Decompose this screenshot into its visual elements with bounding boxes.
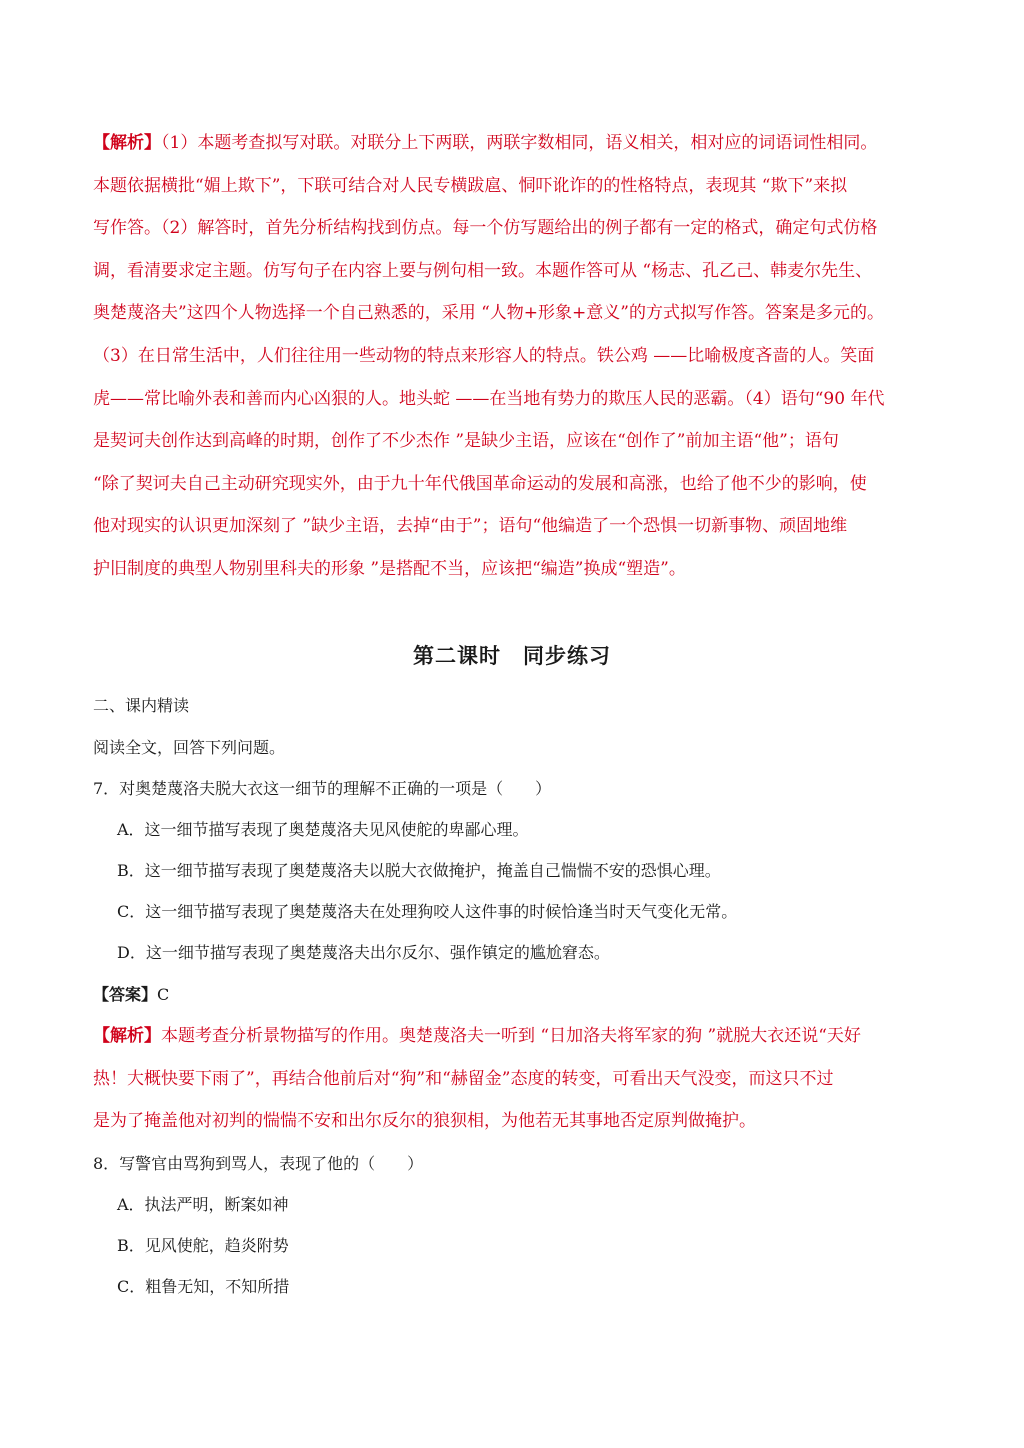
analysis-line: 本题依据横批“媚上欺下”，下联可结合对人民专横跋扈、恫吓讹诈的的性格特点，表现其 “欺下”来拟	[93, 175, 848, 196]
analysis-line: 是契诃夫创作达到高峰的时期，创作了不少杰作 ”是缺少主语，应该在“创作了”前加主语“他”；语句	[93, 431, 839, 452]
analysis-line: 是为了掩盖他对初判的惴惴不安和出尔反尔的狼狈相，为他若无其事地否定原判做掩护。	[93, 1111, 756, 1132]
analysis-line: 写作答。（2）解答时，首先分析结构找到仿点。每一个仿写题给出的例子都有一定的格式，确定句式仿格	[93, 218, 878, 239]
analysis-tag: 【解析】	[93, 1026, 161, 1046]
analysis-line: 奥楚蔑洛夫”这四个人物选择一个自己熟悉的，采用 “人物+形象+意义”的方式拟写作答。答案是多元的。	[93, 303, 884, 324]
analysis-line: 调，看清要求定主题。仿写句子在内容上要与例句相一致。本题作答可从 “杨志、孔乙己、韩麦尔先生、	[93, 260, 873, 281]
question-7-option-c: C．这一细节描写表现了奥楚蔑洛夫在处理狗咬人这件事的时候恰逢当时天气变化无常。	[117, 902, 738, 921]
analysis-line: “除了契诃夫自己主动研究现实外，由于九十年代俄国革命运动的发展和高涨，也给了他不少的影响，使	[93, 473, 867, 494]
answer-tag: 【答案】	[93, 985, 158, 1004]
instruction-text: 阅读全文，回答下列问题。	[93, 738, 286, 757]
question-8-option-b: B．见风使舵，趋炎附势	[117, 1236, 289, 1255]
analysis-tag: 【解析】	[93, 133, 161, 153]
analysis-line: 他对现实的认识更加深刻了 ”缺少主语，去掉“由于”；语句“他编造了一个恐惧一切新事物、顽固地维	[93, 516, 848, 537]
question-7-answer	[93, 982, 169, 1005]
question-8-stem: 8．写警官由骂狗到骂人，表现了他的（ ）	[93, 1154, 424, 1173]
question-7-analysis	[93, 1015, 943, 1143]
question-7-stem: 7．对奥楚蔑洛夫脱大衣这一细节的理解不正确的一项是（ ）	[93, 779, 552, 798]
analysis-line: 虎——常比喻外表和善而内心凶狠的人。地头蛇 ——在当地有势力的欺压人民的恶霸。（4）语句“90 年代	[93, 388, 885, 409]
section-title: 第二课时 同步练习	[413, 643, 611, 668]
question-8-option-a: A．执法严明，断案如神	[117, 1195, 289, 1214]
analysis-line: （3）在日常生活中，人们往往用一些动物的特点来形容人的特点。铁公鸡 ——比喻极度吝啬的人。笑面	[93, 345, 875, 366]
analysis-block-1	[93, 122, 943, 591]
section-heading: 二、课内精读	[93, 696, 190, 715]
analysis-line: 【解析】（1）本题考查拟写对联。对联分上下两联，两联字数相同，语义相关，相对应的词语词性相同。	[93, 133, 878, 153]
analysis-line: 【解析】本题考查分析景物描写的作用。奥楚蔑洛夫一听到 “日加洛夫将军家的狗 ”就脱大衣还说“天好	[93, 1026, 861, 1046]
answer-value: C	[157, 985, 170, 1004]
analysis-line: 护旧制度的典型人物别里科夫的形象 ”是搭配不当，应该把“编造”换成“塑造”。	[93, 558, 686, 579]
question-7-option-d: D．这一细节描写表现了奥楚蔑洛夫出尔反尔、强作镇定的尴尬窘态。	[117, 943, 610, 962]
question-8-option-c: C．粗鲁无知，不知所措	[117, 1277, 290, 1296]
analysis-line: 热！大概快要下雨了”，再结合他前后对“狗”和“赫留金”态度的转变，可看出天气没变，而这只不过	[93, 1068, 834, 1089]
question-7-option-a: A．这一细节描写表现了奥楚蔑洛夫见风使舵的卑鄙心理。	[117, 820, 529, 839]
question-7-option-b: B．这一细节描写表现了奥楚蔑洛夫以脱大衣做掩护，掩盖自己惴惴不安的恐惧心理。	[117, 861, 721, 880]
